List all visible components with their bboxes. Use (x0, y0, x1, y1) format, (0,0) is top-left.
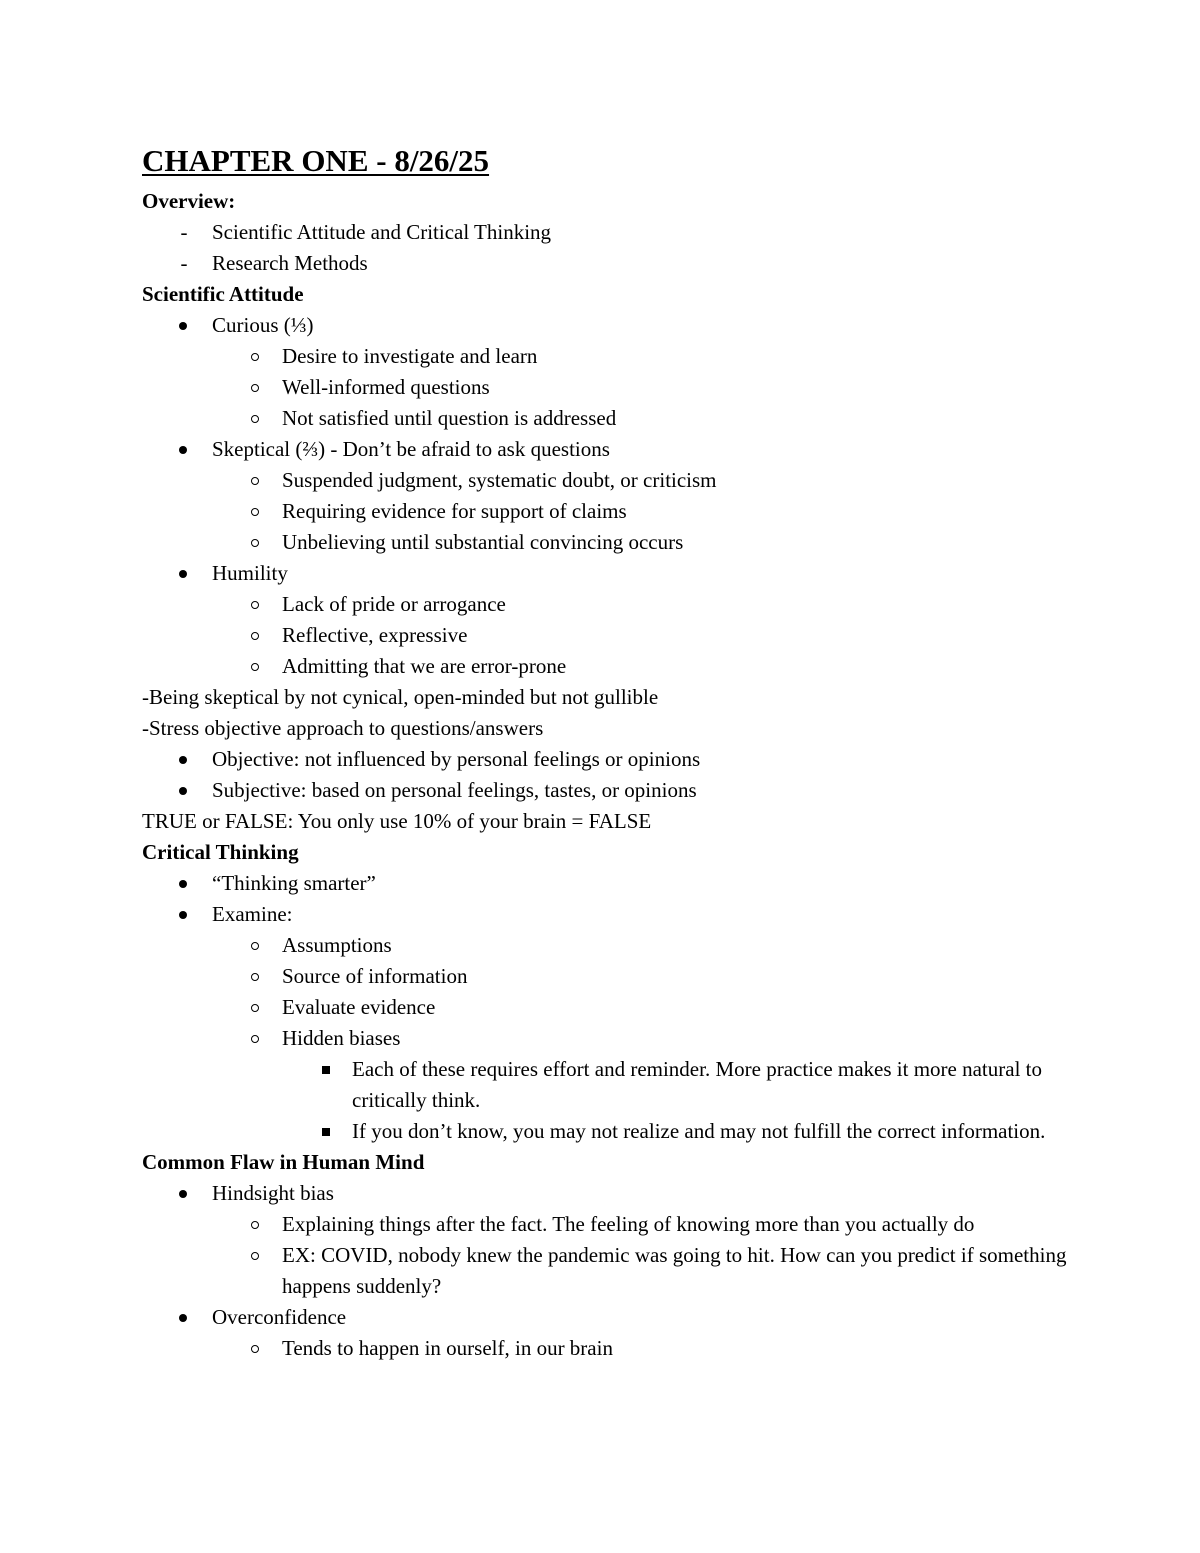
line-text: Lack of pride or arrogance (282, 592, 506, 616)
line-text: Explaining things after the fact. The feeling of knowing more than you actually do (282, 1212, 975, 1236)
list-item (0, 527, 1200, 558)
list-item (0, 744, 1200, 775)
line-text: -Being skeptical by not cynical, open-minded but not gullible (142, 685, 659, 709)
section-heading (0, 279, 1200, 310)
line-text: Subjective: based on personal feelings, tastes, or opinions (212, 778, 697, 802)
list-item (0, 1178, 1200, 1209)
list-item (0, 465, 1200, 496)
line-text: Examine: (212, 902, 293, 926)
line-text: Not satisfied until question is addressed (282, 406, 617, 430)
document-body (0, 186, 1200, 1364)
line-text: “Thinking smarter” (212, 871, 376, 895)
note-line (0, 713, 1200, 744)
list-item (0, 651, 1200, 682)
line-text: Assumptions (282, 933, 392, 957)
line-text: Desire to investigate and learn (282, 344, 538, 368)
line-text: Critical Thinking (142, 840, 299, 864)
line-text: Scientific Attitude (142, 282, 304, 306)
line-text: Common Flaw in Human Mind (142, 1150, 425, 1174)
dash-marker: - (180, 220, 188, 244)
line-text: Evaluate evidence (282, 995, 436, 1019)
list-item (0, 1240, 1200, 1302)
list-item (0, 1054, 1200, 1116)
line-text: Each of these requires effort and reminder. More practice makes it more natural to critically think. (352, 1057, 1042, 1112)
list-item (0, 1333, 1200, 1364)
list-item (0, 1209, 1200, 1240)
line-text: Hidden biases (282, 1026, 401, 1050)
list-item (0, 310, 1200, 341)
page-title: CHAPTER ONE - 8/26/25 (142, 143, 490, 178)
list-item (0, 620, 1200, 651)
section-heading (0, 1147, 1200, 1178)
dash-marker: - (180, 251, 188, 275)
line-text: Well-informed questions (282, 375, 490, 399)
list-item (0, 496, 1200, 527)
line-text: If you don’t know, you may not realize and may not fulfill the correct information. (352, 1119, 1046, 1143)
list-item (0, 403, 1200, 434)
line-text: Tends to happen in ourself, in our brain (282, 1336, 613, 1360)
note-line (0, 806, 1200, 837)
list-item (0, 992, 1200, 1023)
list-item (0, 434, 1200, 465)
line-text: Overview: (142, 189, 236, 213)
list-item (0, 217, 1200, 248)
list-item (0, 372, 1200, 403)
line-text: Humility (212, 561, 288, 585)
line-text: Admitting that we are error-prone (282, 654, 567, 678)
line-text: Unbelieving until substantial convincing occurs (282, 530, 684, 554)
list-item (0, 930, 1200, 961)
note-line (0, 682, 1200, 713)
section-heading (0, 186, 1200, 217)
section-heading (0, 837, 1200, 868)
list-item (0, 775, 1200, 806)
list-item (0, 248, 1200, 279)
line-text: EX: COVID, nobody knew the pandemic was going to hit. How can you predict if something happens suddenly? (282, 1243, 1067, 1298)
line-text: Research Methods (212, 251, 368, 275)
list-item (0, 589, 1200, 620)
line-text: Reflective, expressive (282, 623, 468, 647)
line-text: Objective: not influenced by personal feelings or opinions (212, 747, 701, 771)
list-item (0, 341, 1200, 372)
line-text: Requiring evidence for support of claims (282, 499, 627, 523)
line-text: Source of information (282, 964, 468, 988)
list-item (0, 868, 1200, 899)
list-item (0, 899, 1200, 930)
line-text: Curious (⅓) (212, 313, 314, 337)
list-item (0, 1302, 1200, 1333)
list-item (0, 1023, 1200, 1054)
line-text: Overconfidence (212, 1305, 347, 1329)
line-text: Suspended judgment, systematic doubt, or criticism (282, 468, 717, 492)
list-item (0, 558, 1200, 589)
line-text: Skeptical (⅔) - Don’t be afraid to ask questions (212, 437, 610, 461)
line-text: -Stress objective approach to questions/answers (142, 716, 544, 740)
line-text: Scientific Attitude and Critical Thinking (212, 220, 552, 244)
list-item (0, 961, 1200, 992)
line-text: TRUE or FALSE: You only use 10% of your brain = FALSE (142, 809, 652, 833)
list-item (0, 1116, 1200, 1147)
line-text: Hindsight bias (212, 1181, 334, 1205)
